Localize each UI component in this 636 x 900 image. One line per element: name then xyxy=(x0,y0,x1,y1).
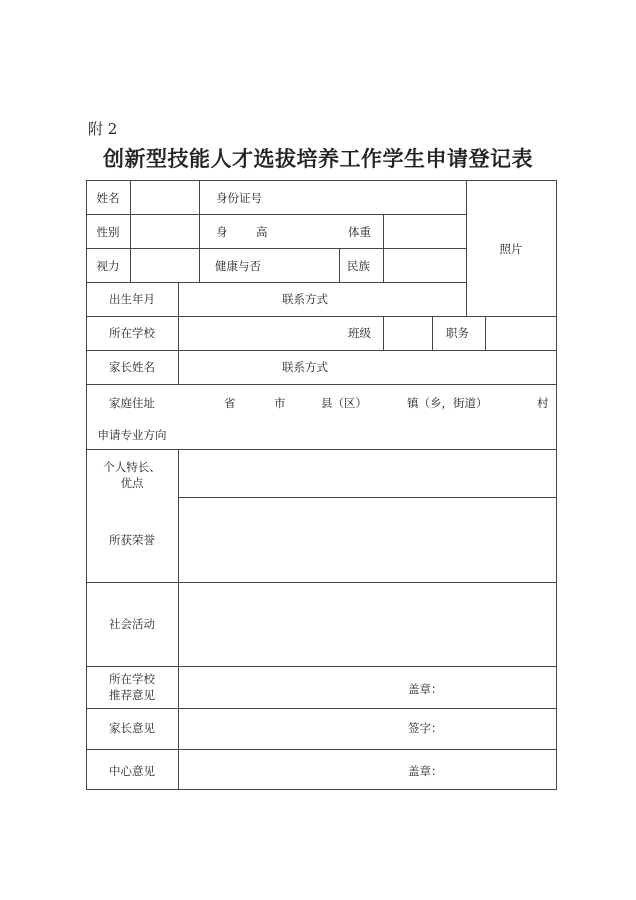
label-strengths: 个人特长、优点 xyxy=(103,460,161,490)
label-contact-2: 联系方式 xyxy=(282,360,328,374)
label-honors: 所获荣誉 xyxy=(109,533,155,547)
label-address: 家庭住址 xyxy=(109,396,155,410)
label-school-opinion: 所在学校推荐意见 xyxy=(109,672,155,702)
form-title: 创新型技能人才选拔培养工作学生申请登记表 xyxy=(103,146,533,171)
label-class: 班级 xyxy=(348,326,371,340)
label-contact-1: 联系方式 xyxy=(282,292,328,306)
label-birth-date: 出生年月 xyxy=(109,292,155,306)
label-major: 申请专业方向 xyxy=(97,428,167,442)
label-parent-name: 家长姓名 xyxy=(109,360,155,374)
label-activities: 社会活动 xyxy=(109,617,155,631)
label-height-part2: 高 xyxy=(256,225,268,239)
label-ethnicity: 民族 xyxy=(347,259,370,273)
label-position: 职务 xyxy=(446,326,469,340)
address-village: 村 xyxy=(537,396,549,410)
label-health: 健康与否 xyxy=(215,259,261,273)
label-name: 姓名 xyxy=(96,191,120,205)
label-gender: 性别 xyxy=(96,225,120,239)
address-province: 省 xyxy=(224,396,236,410)
address-town: 镇（乡，街道） xyxy=(407,396,488,410)
parent-signature-label: 签字： xyxy=(408,721,443,735)
label-parent-opinion: 家长意见 xyxy=(109,721,155,735)
label-vision: 视力 xyxy=(96,259,120,273)
attachment-label: 附 2 xyxy=(88,120,118,138)
label-center-opinion: 中心意见 xyxy=(109,764,155,778)
label-height-part1: 身 xyxy=(216,225,228,239)
center-seal-label: 盖章： xyxy=(408,764,443,778)
address-city: 市 xyxy=(274,396,286,410)
school-seal-label: 盖章： xyxy=(408,682,443,696)
photo-box-label: 照片 xyxy=(499,242,523,256)
label-weight: 体重 xyxy=(348,225,371,239)
label-school: 所在学校 xyxy=(109,326,155,340)
address-county: 县（区） xyxy=(321,396,367,410)
label-id-number: 身份证号 xyxy=(216,191,262,205)
